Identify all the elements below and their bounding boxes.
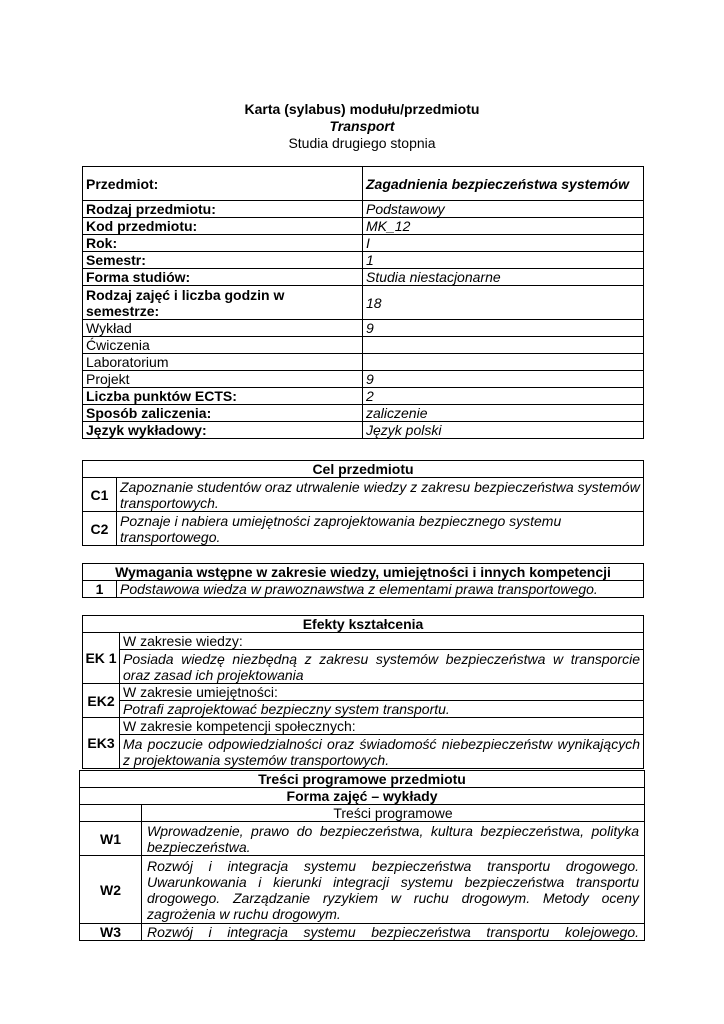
program-code: W2 bbox=[80, 856, 142, 924]
program-code: W3 bbox=[80, 924, 142, 941]
info-row bbox=[83, 405, 644, 422]
outcome-scope: W zakresie kompetencji społecznych: bbox=[120, 718, 644, 735]
info-label: Kod przedmiotu: bbox=[83, 218, 363, 235]
program-row bbox=[80, 924, 645, 941]
info-row bbox=[83, 337, 644, 354]
info-label: Rodzaj zajęć i liczba godzin w semestrze: bbox=[83, 286, 363, 320]
outcome-code: EK3 bbox=[83, 718, 120, 769]
header-title: Karta (sylabus) modułu/przedmiotu bbox=[244, 101, 480, 117]
info-value bbox=[363, 354, 644, 371]
info-row bbox=[83, 201, 644, 218]
prerequisites-table bbox=[82, 563, 644, 598]
info-row bbox=[83, 235, 644, 252]
info-value: Język polski bbox=[363, 422, 644, 439]
info-label: Ćwiczenia bbox=[83, 337, 363, 354]
outcome-code: EK 1 bbox=[83, 633, 120, 684]
info-row bbox=[83, 320, 644, 337]
program-col-header: Treści programowe bbox=[142, 805, 645, 822]
info-label: Forma studiów: bbox=[83, 269, 363, 286]
outcome-scope: W zakresie wiedzy: bbox=[120, 633, 644, 650]
info-label: Przedmiot: bbox=[83, 167, 363, 201]
learning-outcomes-table bbox=[82, 615, 644, 769]
info-value: 2 bbox=[363, 388, 644, 405]
program-text: Wprowadzenie, prawo do bezpieczeństwa, kultura bezpieczeństwa, polityka bezpieczeństwa. bbox=[142, 822, 645, 856]
program-code: W1 bbox=[80, 822, 142, 856]
info-value: MK_12 bbox=[363, 218, 644, 235]
outcome-text: Potrafi zaprojektować bezpieczny system transportu. bbox=[120, 701, 644, 718]
prerequisites-title: Wymagania wstępne w zakresie wiedzy, umiejętności i innych kompetencji bbox=[83, 564, 644, 581]
header-field: Transport bbox=[329, 118, 395, 134]
info-value: Zagadnienia bezpieczeństwa systemów bbox=[363, 167, 644, 201]
info-row bbox=[83, 252, 644, 269]
goal-text: Zapoznanie studentów oraz utrwalenie wiedzy z zakresu bezpieczeństwa systemów transportowych. bbox=[117, 478, 644, 512]
info-row bbox=[83, 286, 644, 320]
info-value: 18 bbox=[363, 286, 644, 320]
outcome-text: Ma poczucie odpowiedzialności oraz świadomość niebezpieczeństw wynikających z projektowania systemów transportowych. bbox=[120, 735, 644, 769]
goals-title: Cel przedmiotu bbox=[83, 461, 644, 478]
info-label: Semestr: bbox=[83, 252, 363, 269]
header-level: Studia drugiego stopnia bbox=[288, 135, 436, 151]
outcome-code: EK2 bbox=[83, 684, 120, 718]
goal-code: C1 bbox=[83, 478, 117, 512]
info-row bbox=[83, 388, 644, 405]
info-row bbox=[83, 269, 644, 286]
info-label: Rodzaj przedmiotu: bbox=[83, 201, 363, 218]
info-value: 1 bbox=[363, 252, 644, 269]
info-label: Projekt bbox=[83, 371, 363, 388]
prerequisite-number: 1 bbox=[83, 581, 117, 598]
program-row bbox=[80, 822, 645, 856]
info-row bbox=[83, 167, 644, 201]
program-subtitle: Forma zajęć – wykłady bbox=[80, 788, 645, 805]
info-row bbox=[83, 218, 644, 235]
document-header bbox=[0, 101, 724, 152]
program-text: Rozwój i integracja systemu bezpieczeństwa transportu kolejowego. bbox=[142, 924, 645, 941]
program-title: Treści programowe przedmiotu bbox=[80, 771, 645, 788]
outcome-scope: W zakresie umiejętności: bbox=[120, 684, 644, 701]
info-value: I bbox=[363, 235, 644, 252]
info-label: Język wykładowy: bbox=[83, 422, 363, 439]
course-goals-table bbox=[82, 460, 644, 546]
program-content-table bbox=[79, 770, 645, 941]
info-label: Wykład bbox=[83, 320, 363, 337]
outcomes-title: Efekty kształcenia bbox=[83, 616, 644, 633]
info-value: 9 bbox=[363, 371, 644, 388]
info-label: Sposób zaliczenia: bbox=[83, 405, 363, 422]
info-row bbox=[83, 371, 644, 388]
prerequisite-text: Podstawowa wiedza w prawoznawstwa z elementami prawa transportowego. bbox=[117, 581, 644, 598]
info-label: Laboratorium bbox=[83, 354, 363, 371]
info-value: Podstawowy bbox=[363, 201, 644, 218]
info-row bbox=[83, 422, 644, 439]
program-row bbox=[80, 856, 645, 924]
info-row bbox=[83, 354, 644, 371]
outcome-text: Posiada wiedzę niezbędną z zakresu systemów bezpieczeństwa w transporcie oraz zasad ich projektowania bbox=[120, 650, 644, 684]
program-empty-cell bbox=[80, 805, 142, 822]
goal-row bbox=[83, 512, 644, 546]
info-value bbox=[363, 337, 644, 354]
info-value: 9 bbox=[363, 320, 644, 337]
goal-text: Poznaje i nabiera umiejętności zaprojektowania bezpiecznego systemu transportowego. bbox=[117, 512, 644, 546]
info-label: Rok: bbox=[83, 235, 363, 252]
prerequisite-row bbox=[83, 581, 644, 598]
info-label: Liczba punktów ECTS: bbox=[83, 388, 363, 405]
course-info-table bbox=[82, 166, 644, 439]
goal-row bbox=[83, 478, 644, 512]
info-value: zaliczenie bbox=[363, 405, 644, 422]
info-value: Studia niestacjonarne bbox=[363, 269, 644, 286]
goal-code: C2 bbox=[83, 512, 117, 546]
program-text: Rozwój i integracja systemu bezpieczeństwa transportu drogowego. Uwarunkowania i kierunki integracji systemu bezpieczeństwa transportu drogowego. Zarządzanie ryzykiem w ruchu drogowym. Metody oceny zagrożenia w ruchu drogowym. bbox=[142, 856, 645, 924]
